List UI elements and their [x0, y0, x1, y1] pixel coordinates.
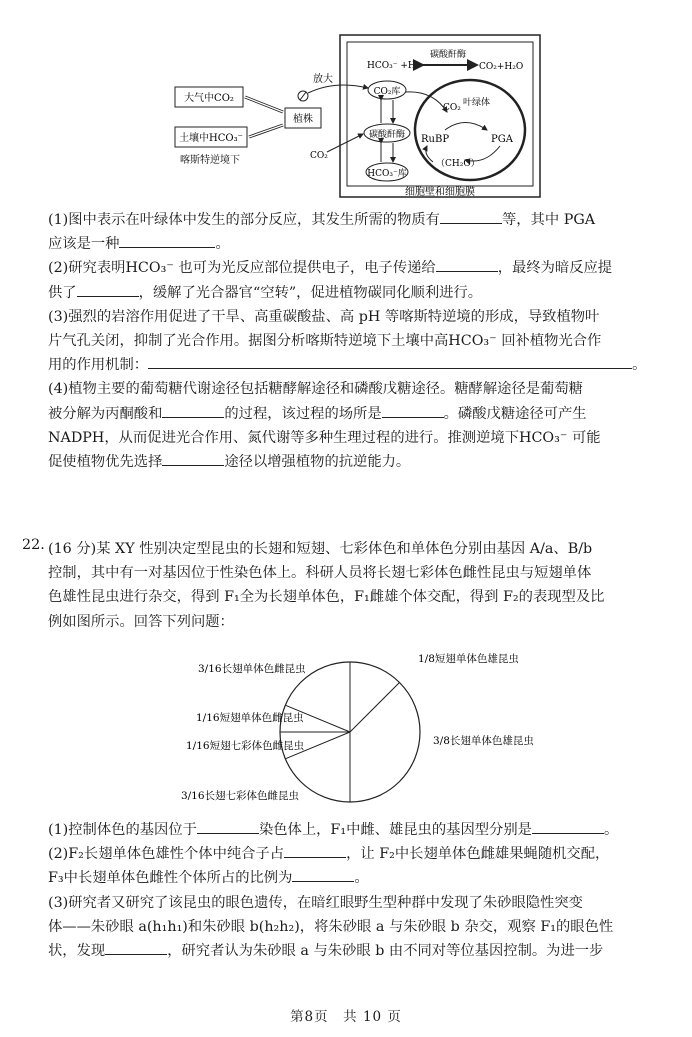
q4-text-b1: 被分解为丙酮酸和: [48, 405, 163, 422]
q1-text-d: 。: [215, 236, 230, 253]
hco3-pool-label: HCO₃⁻库: [367, 169, 407, 179]
q22-line-4: 例如图所示。回答下列问题：: [48, 613, 234, 630]
phenotype-pie-chart: [140, 646, 560, 816]
s3-text-c2: ，研究者认为朱砂眼 a 与朱砂眼 b 由不同对等位基因控制。为进一步: [167, 943, 604, 960]
q4-blank-3: [162, 451, 224, 466]
s1-text-a: (1)控制体色的基因位于: [48, 822, 197, 838]
q21-subquestions: [48, 208, 658, 474]
s2-text-d: 。: [354, 870, 369, 887]
s1-text-c: 。: [603, 822, 619, 838]
q3-blank: [148, 354, 632, 369]
q4-text-b2: 的过程，该过程的场所是: [224, 405, 382, 422]
q2-blank-1: [436, 257, 498, 272]
chloroplast-label: 叶绿体: [463, 98, 491, 108]
carbonic-anhydrase-mid-label: 碳酸酐酶: [368, 130, 406, 140]
q4-blank-1: [162, 403, 224, 418]
q4-text-c: NADPH，从而促进光合作用、氮代谢等多种生理过程的进行。推测逆境下HCO₃⁻ 可能: [48, 429, 601, 446]
q22-subquestions: [48, 818, 658, 963]
s3-blank: [105, 940, 167, 955]
s1-blank-1: [197, 819, 259, 834]
ch2o-label: （CH₂O）: [436, 159, 480, 169]
carbonic-anhydrase-top: 碳酸酐酶: [430, 50, 467, 60]
s3-line-1: (3)研究者又研究了该昆虫的眼色遗传，在暗红眼野生型种群中发现了朱砂眼隐性突变: [48, 894, 583, 911]
s2-blank-1: [284, 843, 346, 858]
q22-number: 22.: [22, 537, 45, 553]
s2-text-b: ，让 F₂中长翅单体色雌雄果蝇随机交配，: [346, 846, 610, 863]
s1-text-b: 染色体上，F₁中雌、雄昆虫的基因型分别是: [258, 822, 532, 838]
page-footer: 第8页 共 10 页: [290, 1009, 402, 1025]
q1-text-c: 应该是一种: [48, 236, 120, 253]
q1-text-a: (1)图中表示在叶绿体中发生的部分反应，其发生所需的物质有: [48, 212, 440, 228]
s1-blank-2: [532, 819, 604, 834]
pie-slice-label: 3/8长翅单体色雄昆虫: [433, 735, 534, 747]
s3-line-2: 体——朱砂眼 a(h₁h₁)和朱砂眼 b(h₂h₂)，将朱砂眼 a 与朱砂眼 b 杂交，观察 F₁的眼色性: [48, 918, 614, 935]
pie-slice-label: 1/8短翅单体色雄昆虫: [418, 653, 519, 665]
soil-hco3-label: 土壤中HCO₃⁻: [179, 133, 243, 144]
s3-text-c1: 状，发现: [48, 943, 106, 960]
s2-text-c: F₃中长翅单体色雌性个体所占的比例为: [48, 870, 293, 887]
plant-label: 植株: [293, 114, 313, 125]
q2-text-c: 供了: [48, 284, 77, 301]
q2-blank-2: [77, 282, 139, 297]
q4-text-d2: 途径以增强植物的抗逆能力。: [224, 454, 411, 471]
q1-blank-2: [119, 233, 215, 248]
q2-text-d: ，缓解了光合器官“空转”，促进植物碳同化顺利进行。: [138, 284, 483, 301]
pga-label: PGA: [491, 134, 513, 145]
q4-blank-2: [382, 403, 444, 418]
q22-line-3: 色雄性昆虫进行杂交，得到 F₁全为长翅单体色，F₁雌雄个体交配，得到 F₂的表现型及比: [48, 589, 605, 606]
q1-blank-1: [440, 209, 502, 224]
atm-co2-label: 大气中CO₂: [184, 93, 234, 104]
amplify-label: 放大: [313, 74, 333, 85]
co2-left-label: CO₂: [310, 151, 328, 161]
top-reaction-right: CO₂+H₂O: [479, 62, 524, 72]
karst-label: 喀斯特逆境下: [180, 155, 240, 166]
q4-text-a: (4)植物主要的葡萄糖代谢途径包括糖酵解途径和磷酸戊糖途径。糖酵解途径是葡萄糖: [48, 381, 583, 398]
q22-line-1: (16 分)某 XY 性别决定型昆虫的长翅和短翅、七彩体色和单体色分别由基因 A/a、B/b: [48, 541, 593, 557]
membrane-label: 细胞壁和细胞膜: [405, 187, 475, 198]
pie-slice-label: 3/16长翅七彩体色雌昆虫: [180, 790, 300, 802]
q4-text-d1: 促使植物优先选择: [48, 454, 163, 471]
pie-slice-label: 3/16长翅单体色雌昆虫: [198, 663, 306, 675]
q3-text-d: 。: [632, 357, 647, 374]
photosynthesis-diagram: [165, 30, 545, 210]
s2-text-a: (2)F₂长翅单体色雄性个体中纯合子占: [48, 846, 285, 863]
co2-inner-label: CO₂: [443, 103, 461, 113]
pie-slice-label: 1/16短翅七彩体色雌昆虫: [186, 740, 305, 752]
q1-text-b: 等，其中 PGA: [501, 212, 596, 228]
q2-text-a: (2)研究表明HCO₃⁻ 也可为光反应部位提供电子，电子传递给: [48, 260, 436, 277]
q3-text-b: 片气孔关闭，抑制了光合作用。据图分析喀斯特逆境下土壤中高HCO₃⁻ 回补植物光合作: [48, 333, 602, 350]
q22-stem: [48, 537, 658, 634]
rubp-label: RuBP: [421, 134, 450, 145]
co2-pool-label: CO₂库: [373, 87, 401, 97]
top-reaction-left: HCO₃⁻ +H⁺: [367, 61, 421, 71]
pie-slice-label: 1/16短翅单体色雌昆虫: [196, 712, 304, 724]
q2-text-b: ，最终为暗反应提: [497, 260, 613, 277]
q4-text-b3: 。磷酸戊糖途径可产生: [443, 405, 587, 422]
q22-line-2: 控制，其中有一对基因位于性染色体上。科研人员将长翅七彩体色雌性昆虫与短翅单体: [48, 565, 592, 582]
s2-blank-2: [292, 867, 354, 882]
q3-text-c: 用的作用机制：: [48, 357, 149, 374]
q3-text-a: (3)强烈的岩溶作用促进了干旱、高重碳酸盐、高 pH 等喀斯特逆境的形成，导致植物叶: [48, 308, 600, 325]
